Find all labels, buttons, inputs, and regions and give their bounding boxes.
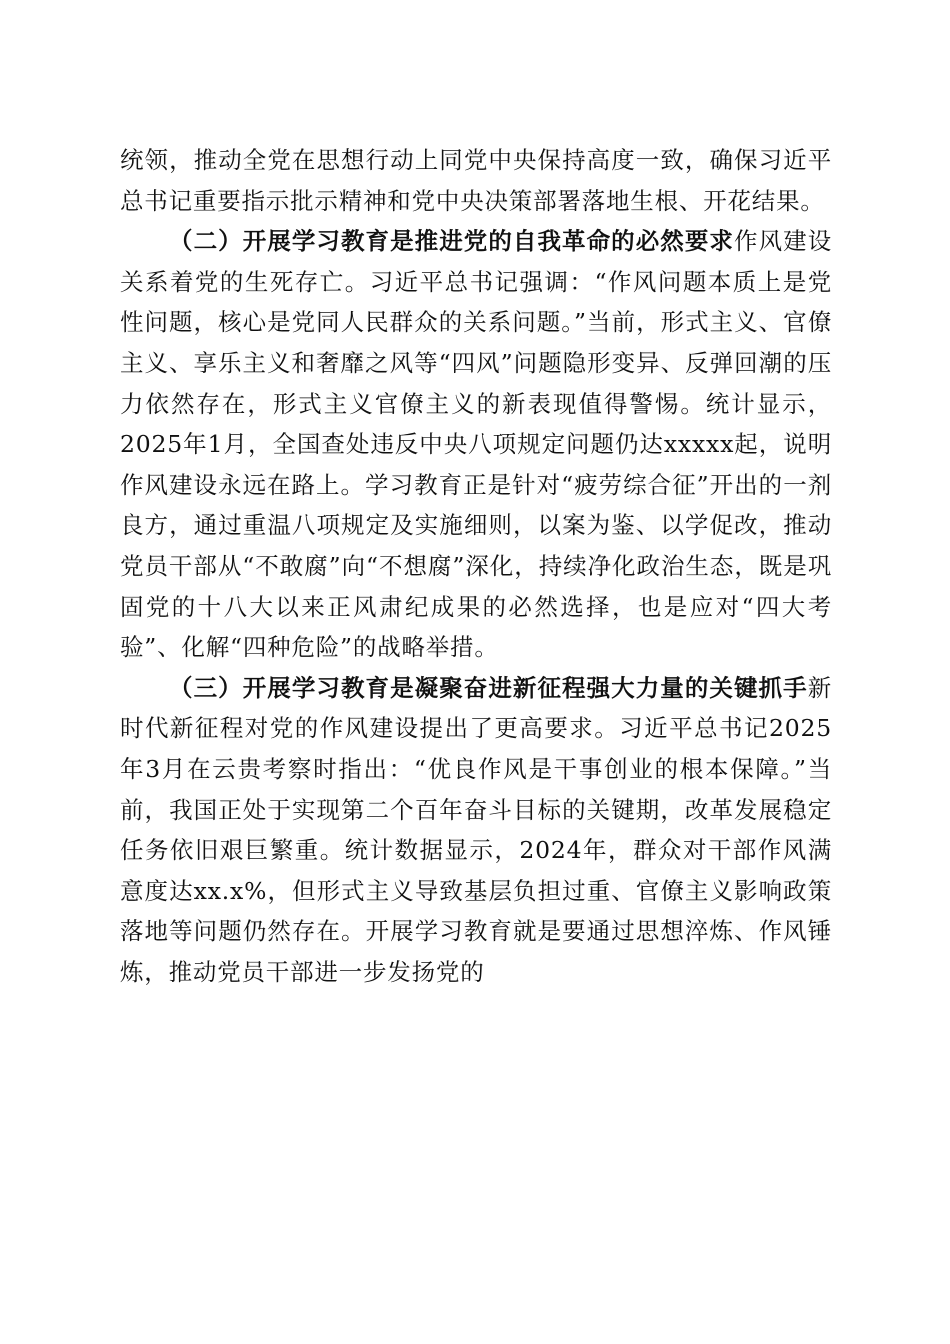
paragraph-continuation <box>120 140 832 221</box>
paragraph-text: 新时代新征程对党的作风建设提出了更高要求。习近平总书记2025年3月在云贵考察时指出：“优良作风是干事创业的根本保障。”当前，我国正处于实现第二个百年奋斗目标的关键期，改革发展稳定任务依旧艰巨繁重。统计数据显示，2024年，群众对干部作风满意度达xx.x%，但形式主义导致基层负担过重、官僚主义影响政策落地等问题仍然存在。开展学习教育就是要通过思想淬炼、作风锤炼，推动党员干部进一步发扬党的 <box>120 673 832 986</box>
section-heading: （二）开展学习教育是推进党的自我革命的必然要求 <box>169 227 734 256</box>
document-body <box>120 140 832 992</box>
paragraph-section-two <box>120 221 832 668</box>
paragraph-section-three <box>120 668 832 993</box>
paragraph-text: 作风建设关系着党的生死存亡。习近平总书记强调：“作风问题本质上是党性问题，核心是党同人民群众的关系问题。”当前，形式主义、官僚主义、享乐主义和奢靡之风等“四风”问题隐形变异、反弹回潮的压力依然存在，形式主义官僚主义的新表现值得警惕。统计显示，2025年1月，全国查处违反中央八项规定问题仍达xxxxx起，说明作风建设永远在路上。学习教育正是针对“疲劳综合征”开出的一剂良方，通过重温八项规定及实施细则，以案为鉴、以学促改，推动党员干部从“不敢腐”向“不想腐”深化，持续净化政治生态，既是巩固党的十八大以来正风肃纪成果的必然选择，也是应对“四大考验”、化解“四种危险”的战略举措。 <box>120 227 832 662</box>
section-heading: （三）开展学习教育是凝聚奋进新征程强大力量的关键抓手 <box>169 673 808 702</box>
paragraph-text: 统领，推动全党在思想行动上同党中央保持高度一致，确保习近平总书记重要指示批示精神和党中央决策部署落地生根、开花结果。 <box>120 146 832 215</box>
